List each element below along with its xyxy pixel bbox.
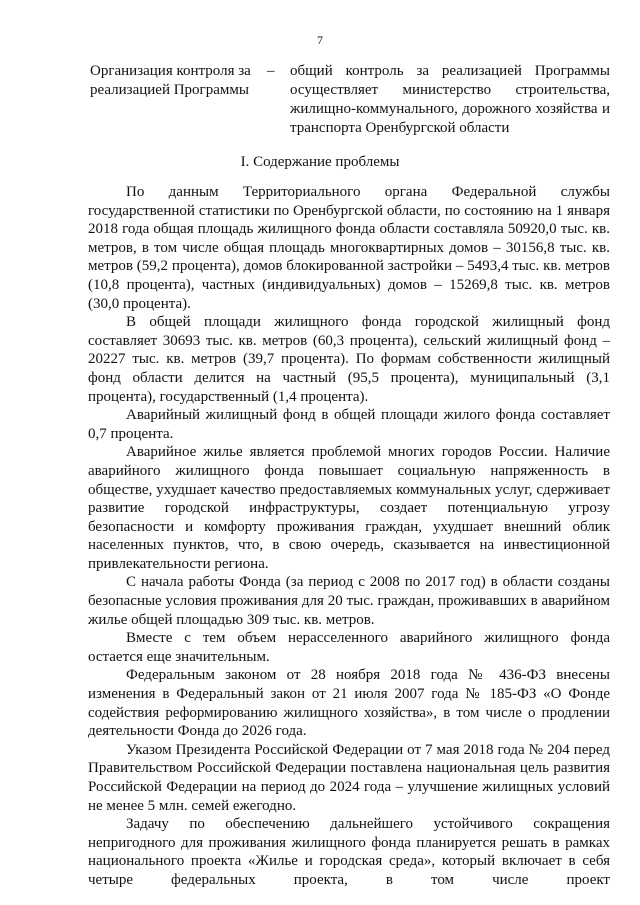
paragraph: С начала работы Фонда (за период с 2008 по 2017 год) в области созданы безопасные условия проживания для 20 тыс. граждан, проживавших в аварийном жилье общей площадью 309 тыс. кв. метров. xyxy=(88,574,610,628)
program-control-value: общий контроль за реализацией Программы осуществляет министерство строительства, жилищно-коммунального, дорожного хозяйства и транспорта Оренбургской области xyxy=(290,63,610,136)
program-control-label: Организация контроля за реализацией Программы xyxy=(90,63,251,98)
paragraph: Вместе с тем объем нерасселенного аварийного жилищного фонда остается еще значительным. xyxy=(88,630,610,665)
paragraph: Федеральным законом от 28 ноября 2018 года № 436-ФЗ внесены изменения в Федеральный закон от 21 июля 2007 года № 185-ФЗ «О Фонде содействия реформированию жилищного хозяйства», в том числе о продлении деятельности Фонда до 2026 года. xyxy=(88,667,610,740)
paragraph: Задачу по обеспечению дальнейшего устойчивого сокращения непригодного для проживания жилищного фонда планируется решать в рамках национального проекта «Жилье и городская среда», который включает в себя четыре федеральных проекта, в том числе проект xyxy=(88,816,610,888)
body-text xyxy=(88,183,610,890)
paragraph: Аварийное жилье является проблемой многих городов России. Наличие аварийного жилищного фонда повышает социальную напряженность в обществе, ухудшает качество предоставляемых коммунальных услуг, сдерживает развитие городской инфраструктуры, создает потенциальную угрозу безопасности и комфорту проживания граждан, ухудшает внешний облик населенных пунктов, что, в свою очередь, сказывается на инвестиционной привлекательности региона. xyxy=(88,444,610,572)
paragraph: В общей площади жилищного фонда городской жилищный фонд составляет 30693 тыс. кв. метров (60,3 процента), сельский жилищный фонд – 20227 тыс. кв. метров (39,7 процента). По формам собственности жилищный фонд области делится на частный (95,5 процента), муниципальный (3,1 процента), государственный (1,4 процента). xyxy=(88,314,610,405)
header-dash: – xyxy=(267,63,275,79)
section-title: I. Содержание проблемы xyxy=(240,154,400,170)
page-number: 7 xyxy=(317,33,323,47)
paragraph: Аварийный жилищный фонд в общей площади жилого фонда составляет 0,7 процента. xyxy=(88,407,610,442)
paragraph: По данным Территориального органа Федеральной службы государственной статистики по Оренбургской области, по состоянию на 1 января 2018 года общая площадь жилищного фонда области составляла 50920,0 тыс. кв. метров, в том числе общая площадь многоквартирных домов – 30156,8 тыс. кв. метров (59,2 процента), домов блокированной застройки – 5493,4 тыс. кв. метров (10,8 процента), частных (индивидуальных) домов – 15269,8 тыс. кв. метров (30,0 процента). xyxy=(88,184,610,312)
paragraph: Указом Президента Российской Федерации от 7 мая 2018 года № 204 перед Правительством Российской Федерации поставлена национальная цель развития Российской Федерации на период до 2024 года – улучшение жилищных условий не менее 5 млн. семей ежегодно. xyxy=(88,741,610,814)
